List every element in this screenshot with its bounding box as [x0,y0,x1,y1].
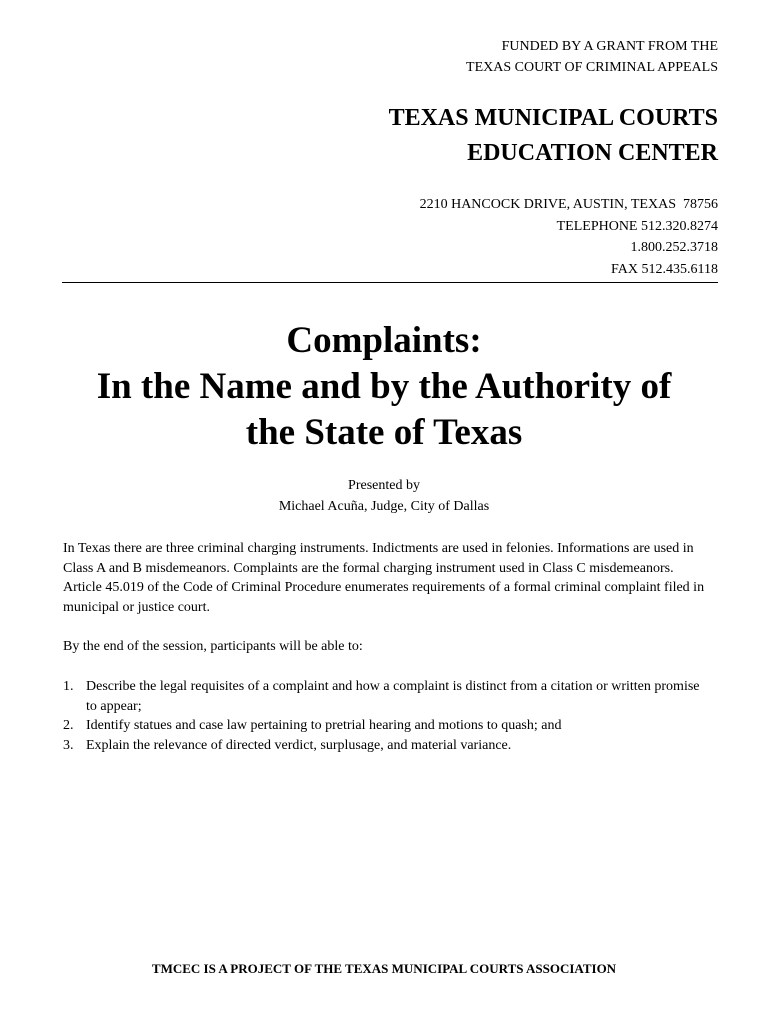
list-item-text: Describe the legal requisites of a complaint and how a complaint is distinct from a citation or written promise to appear; [86,679,700,714]
footer-note: TMCEC IS A PROJECT OF THE TEXAS MUNICIPAL COURTS ASSOCIATION [151,961,617,976]
funding-notice [466,36,718,78]
funding-line-1: FUNDED BY A GRANT FROM THE [501,39,718,54]
contact-address: 2210 HANCOCK DRIVE, AUSTIN, TEXAS 78756 [419,197,718,212]
title-line-1: Complaints: [286,320,482,361]
document-title [0,318,768,456]
contact-fax: FAX 512.435.6118 [611,261,718,277]
contact-telephone: TELEPHONE 512.320.8274 [556,218,718,234]
presenter-label: Presented by [348,478,420,493]
list-item [63,736,708,756]
presenter-name: Michael Acuña, Judge, City of Dallas [278,499,490,514]
organization-line-2: EDUCATION CENTER [467,140,718,166]
list-item-number: 2. [63,718,74,733]
objectives-list [63,677,708,755]
organization-line-1: TEXAS MUNICIPAL COURTS [388,105,718,131]
list-item [63,677,708,716]
funding-line-2: TEXAS COURT OF CRIMINAL APPEALS [466,60,718,75]
list-item-text: Identify statues and case law pertaining to pretrial hearing and motions to quash; and [86,718,562,733]
title-line-2: In the Name and by the Authority of [96,366,672,407]
contact-block [420,194,718,280]
header-divider [62,282,718,283]
presenter-block [0,475,768,517]
organization-name [389,101,718,171]
list-item-number: 1. [63,679,74,694]
list-item-text: Explain the relevance of directed verdict, surplusage, and material variance. [86,737,512,753]
contact-tollfree: 1.800.252.3718 [630,240,718,255]
list-item-number: 3. [63,737,74,753]
intro-paragraph: In Texas there are three criminal charging instruments. Indictments are used in felonies. Informations are used in Class A and B misdemeanors. Complaints are the formal charging instrument used in Class C misdemeanors. Article 45.019 of the Code of Criminal Procedure enumerates requirements of a formal criminal complaint filed in municipal or justice court. [63,541,705,615]
title-line-3: the State of Texas [245,412,523,453]
list-item [63,716,708,736]
objectives-lead: By the end of the session, participants will be able to: [63,639,363,654]
